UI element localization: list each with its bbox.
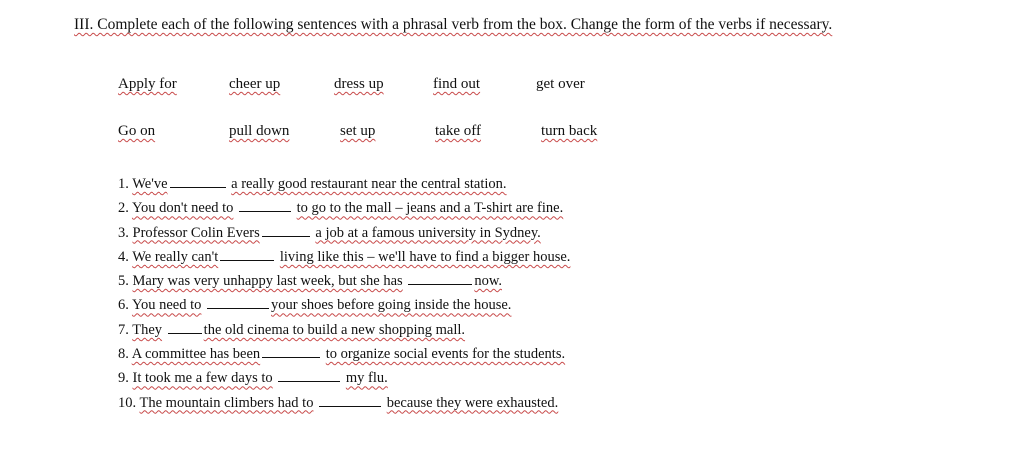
sentence-text-before: We've <box>132 176 168 192</box>
sentence-text-before: Mary was very unhappy last week, but she has <box>132 273 403 290</box>
sentence-8 <box>118 342 570 366</box>
answer-blank[interactable] <box>170 173 226 188</box>
answer-blank[interactable] <box>278 367 340 382</box>
answer-blank[interactable] <box>262 343 320 358</box>
sentence-1 <box>118 172 570 196</box>
sentence-text-after: living like this – we'll have to find a bigger house. <box>279 248 571 265</box>
sentence-text-before: You don't need to <box>131 200 234 217</box>
answer-blank[interactable] <box>262 222 310 237</box>
sentence-5 <box>118 269 570 293</box>
answer-blank[interactable] <box>168 319 202 334</box>
word-set-up: set up <box>340 123 376 139</box>
word-pull-down: pull down <box>229 123 290 139</box>
sentence-9 <box>118 366 570 390</box>
sentence-text-after: to organize social events for the students. <box>325 346 566 363</box>
answer-blank[interactable] <box>408 270 472 285</box>
sentence-number: 5. <box>118 273 129 290</box>
sentence-text-before: Professor Colin Evers <box>132 224 260 241</box>
sentence-text-after: a really good restaurant near the central station. <box>231 176 507 192</box>
word-turn-back: turn back <box>541 123 598 139</box>
sentence-text-before: We really can't <box>132 248 219 265</box>
sentence-number: 10. <box>118 394 137 411</box>
sentence-text-after: the old cinema to build a new shopping mall. <box>203 321 466 338</box>
exercise-heading: III. Complete each of the following sentences with a phrasal verb from the box. Change the form of the verbs if necessary. <box>74 16 833 33</box>
sentence-number: 7. <box>118 321 129 338</box>
sentence-number: 4. <box>118 248 129 265</box>
sentence-text-before: You need to <box>131 297 202 314</box>
sentence-7 <box>118 318 570 342</box>
sentence-number: 9. <box>118 370 129 387</box>
sentence-number: 2. <box>118 200 129 217</box>
sentence-text-after: because they were exhausted. <box>386 394 559 411</box>
word-get-over: get over <box>536 76 585 92</box>
sentence-6 <box>118 293 570 317</box>
sentence-text-after: now. <box>474 273 502 290</box>
word-cheer-up: cheer up <box>229 76 281 92</box>
answer-blank[interactable] <box>207 294 269 309</box>
word-go-on: Go on <box>118 123 156 139</box>
sentence-text-after: a job at a famous university in Sydney. <box>315 224 541 241</box>
sentence-number: 6. <box>118 297 129 314</box>
answer-blank[interactable] <box>220 246 274 261</box>
sentence-list <box>118 172 570 415</box>
sentence-text-before: It took me a few days to <box>132 370 273 387</box>
sentence-text-before: A committee has been <box>131 346 261 363</box>
sentence-text-after: my flu. <box>345 370 388 387</box>
sentence-3 <box>118 221 570 245</box>
sentence-2 <box>118 196 570 220</box>
sentence-text-before: They <box>132 321 163 338</box>
phrasal-verb-box <box>0 0 1024 160</box>
sentence-text-after: your shoes before going inside the house. <box>271 297 512 314</box>
sentence-number: 1. <box>118 176 129 192</box>
sentence-10 <box>118 391 570 415</box>
word-apply-for: Apply for <box>118 76 177 92</box>
sentence-number: 3. <box>118 224 129 241</box>
sentence-text-after: to go to the mall – jeans and a T-shirt are fine. <box>296 200 564 217</box>
answer-blank[interactable] <box>319 392 381 407</box>
word-dress-up: dress up <box>334 76 384 92</box>
word-take-off: take off <box>435 123 481 139</box>
word-find-out: find out <box>433 76 481 92</box>
answer-blank[interactable] <box>239 197 291 212</box>
sentence-text-before: The mountain climbers had to <box>139 394 314 411</box>
sentence-number: 8. <box>118 346 129 363</box>
sentence-4 <box>118 245 570 269</box>
